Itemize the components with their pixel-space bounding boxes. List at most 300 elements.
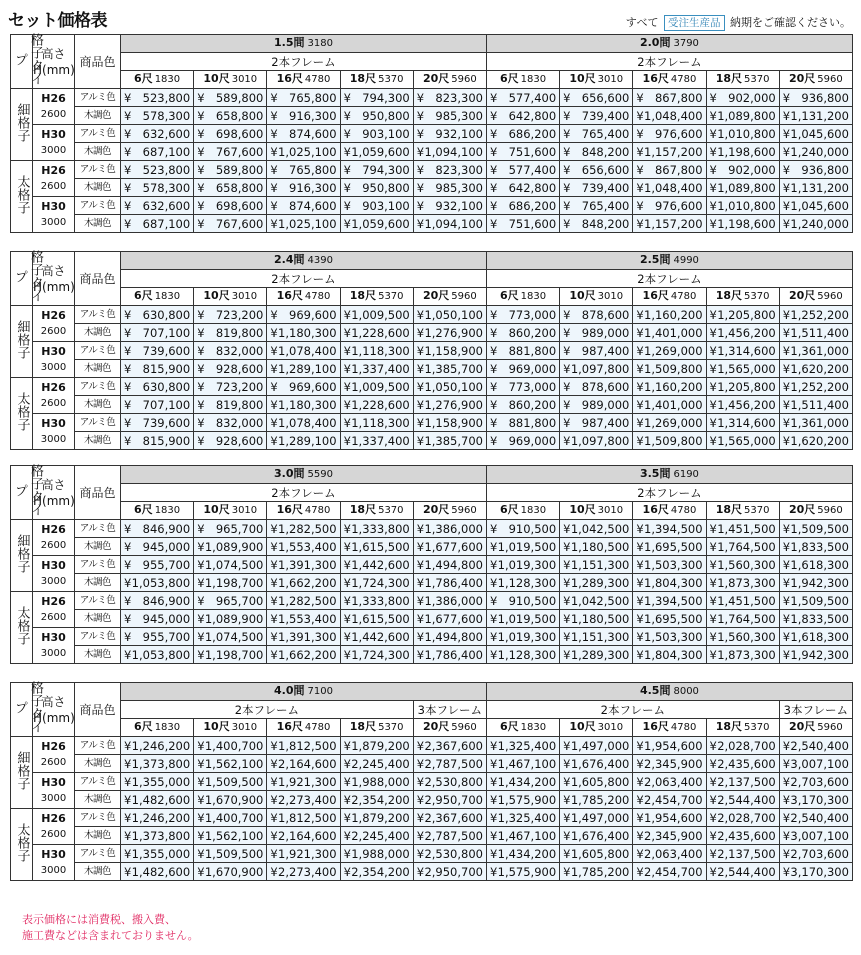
height-label: 高さ xyxy=(41,263,66,278)
table-row xyxy=(11,306,853,324)
table-row xyxy=(11,324,853,342)
yen-sign: ¥ xyxy=(709,557,717,572)
price-cell xyxy=(706,628,779,646)
price-cell xyxy=(486,520,559,538)
price-value: 832,000 xyxy=(215,343,264,358)
price-value: 916,300 xyxy=(289,180,337,195)
yen-sign: ¥ xyxy=(709,611,717,626)
size-mm: 5370 xyxy=(378,291,404,302)
price-value: 1,391,300 xyxy=(278,557,337,572)
price-cell xyxy=(413,161,486,179)
price-value: 874,600 xyxy=(289,198,337,213)
price-value: 1,228,600 xyxy=(351,397,410,412)
price-cell xyxy=(121,306,194,324)
price-value: 1,337,400 xyxy=(351,433,410,448)
price-value: 1,401,000 xyxy=(644,325,703,340)
type-name: 太格子 xyxy=(14,391,30,431)
size-mm: 4780 xyxy=(304,291,331,302)
price-value: 1,252,200 xyxy=(790,307,849,322)
price-cell xyxy=(413,179,486,197)
yen-sign: ¥ xyxy=(343,307,351,322)
yen-sign: ¥ xyxy=(124,397,132,412)
yen-sign: ¥ xyxy=(197,756,205,771)
price-value: 987,400 xyxy=(581,343,630,358)
price-value: 860,200 xyxy=(508,397,557,412)
price-value: 1,804,300 xyxy=(644,575,703,590)
size-mm: 5960 xyxy=(817,722,843,733)
price-cell xyxy=(706,592,779,610)
price-value: 2,435,600 xyxy=(717,756,776,771)
color-cell: アルミ色 xyxy=(75,306,121,324)
price-cell xyxy=(706,574,779,592)
yen-sign: ¥ xyxy=(270,325,278,340)
price-value: 1,180,300 xyxy=(278,397,337,412)
price-value: 989,000 xyxy=(581,397,630,412)
price-value: 577,400 xyxy=(508,90,557,105)
price-value: 1,282,500 xyxy=(278,593,337,608)
ken-header-row xyxy=(11,683,853,701)
price-cell xyxy=(706,342,779,360)
yen-sign: ¥ xyxy=(636,379,644,394)
yen-sign: ¥ xyxy=(270,557,278,572)
price-value: 1,089,800 xyxy=(717,180,776,195)
yen-sign: ¥ xyxy=(270,433,278,448)
price-value: 1,494,800 xyxy=(424,629,483,644)
yen-sign: ¥ xyxy=(343,629,351,644)
yen-sign: ¥ xyxy=(343,810,351,825)
table-row xyxy=(11,791,853,809)
size-header xyxy=(486,71,559,89)
yen-sign: ¥ xyxy=(416,575,425,590)
height-unit-label: H(mm) xyxy=(33,710,75,725)
height-code: H30 xyxy=(41,127,66,141)
price-value: 1,151,300 xyxy=(570,557,630,572)
price-cell xyxy=(706,396,779,414)
yen-sign: ¥ xyxy=(563,162,571,177)
price-cell xyxy=(706,125,779,143)
price-value: 1,289,300 xyxy=(570,647,630,662)
price-value: 2,063,400 xyxy=(644,774,703,789)
yen-sign: ¥ xyxy=(636,647,644,662)
price-cell xyxy=(121,628,194,646)
price-value: 687,100 xyxy=(142,216,191,231)
yen-sign: ¥ xyxy=(343,361,351,376)
yen-sign: ¥ xyxy=(416,629,425,644)
yen-sign: ¥ xyxy=(782,379,791,394)
price-value: 819,800 xyxy=(215,397,264,412)
price-value: 2,703,600 xyxy=(790,846,849,861)
price-value: 1,620,200 xyxy=(790,361,849,376)
yen-sign: ¥ xyxy=(343,325,351,340)
yen-sign: ¥ xyxy=(197,774,205,789)
price-value: 1,386,000 xyxy=(424,521,483,536)
price-value: 1,618,300 xyxy=(790,629,849,644)
price-cell xyxy=(779,360,852,378)
table-row xyxy=(11,161,853,179)
height-cell xyxy=(33,197,75,233)
price-cell xyxy=(267,324,340,342)
yen-sign: ¥ xyxy=(416,611,425,626)
yen-sign: ¥ xyxy=(124,539,132,554)
yen-sign: ¥ xyxy=(489,216,498,231)
price-cell xyxy=(633,161,706,179)
height-mm: 2600 xyxy=(40,828,67,840)
price-cell xyxy=(413,342,486,360)
price-value: 928,600 xyxy=(215,433,264,448)
table-row xyxy=(11,574,853,592)
price-cell xyxy=(121,161,194,179)
ken-width: 3180 xyxy=(307,38,333,49)
price-value: 1,451,500 xyxy=(717,593,776,608)
price-cell xyxy=(633,396,706,414)
price-value: 1,160,200 xyxy=(644,307,703,322)
price-value: 910,500 xyxy=(508,593,557,608)
price-value: 723,200 xyxy=(215,307,264,322)
price-cell xyxy=(706,143,779,161)
price-cell xyxy=(486,432,559,450)
frame-label: 2本フレーム xyxy=(121,53,487,71)
price-cell xyxy=(194,432,267,450)
yen-sign: ¥ xyxy=(343,575,351,590)
size-header xyxy=(633,502,706,520)
yen-sign: ¥ xyxy=(124,756,132,771)
size-header xyxy=(706,288,779,306)
price-value: 1,048,400 xyxy=(644,108,703,123)
yen-sign: ¥ xyxy=(636,144,644,159)
yen-sign: ¥ xyxy=(636,126,644,141)
size-header xyxy=(267,288,340,306)
price-cell xyxy=(121,773,194,791)
price-value: 1,180,500 xyxy=(570,539,630,554)
price-value: 819,800 xyxy=(215,325,264,340)
price-cell xyxy=(340,556,413,574)
price-value: 3,170,300 xyxy=(790,792,849,807)
price-cell xyxy=(486,125,559,143)
price-cell xyxy=(560,538,633,556)
color-header: 商品色 xyxy=(75,35,121,89)
size-shaku: 20尺 xyxy=(788,72,816,85)
yen-sign: ¥ xyxy=(489,415,498,430)
price-cell xyxy=(560,737,633,755)
price-value: 1,252,200 xyxy=(790,379,849,394)
yen-sign: ¥ xyxy=(709,629,717,644)
size-shaku: 18尺 xyxy=(715,289,743,302)
table-row xyxy=(11,610,853,628)
size-header xyxy=(560,71,633,89)
size-shaku: 18尺 xyxy=(715,72,743,85)
height-mm: 3000 xyxy=(40,433,67,445)
yen-sign: ¥ xyxy=(563,415,571,430)
yen-sign: ¥ xyxy=(416,864,425,879)
price-cell xyxy=(560,592,633,610)
yen-sign: ¥ xyxy=(782,611,791,626)
size-shaku: 20尺 xyxy=(788,289,816,302)
yen-sign: ¥ xyxy=(782,307,791,322)
table-row xyxy=(11,809,853,827)
price-value: 1,010,800 xyxy=(717,126,776,141)
yen-sign: ¥ xyxy=(416,774,425,789)
table-row xyxy=(11,863,853,881)
size-shaku: 10尺 xyxy=(203,503,230,516)
price-cell xyxy=(340,179,413,197)
price-cell xyxy=(121,845,194,863)
price-cell xyxy=(194,414,267,432)
price-value: 1,050,100 xyxy=(424,379,483,394)
yen-sign: ¥ xyxy=(124,433,132,448)
color-header: 商品色 xyxy=(75,252,121,306)
size-shaku: 18尺 xyxy=(349,720,377,733)
yen-sign: ¥ xyxy=(636,361,644,376)
yen-sign: ¥ xyxy=(124,379,132,394)
price-value: 1,456,200 xyxy=(717,325,776,340)
size-header xyxy=(560,719,633,737)
price-cell xyxy=(633,107,706,125)
yen-sign: ¥ xyxy=(197,629,205,644)
price-value: 815,900 xyxy=(142,361,191,376)
yen-sign: ¥ xyxy=(709,162,717,177)
price-cell xyxy=(633,791,706,809)
price-cell xyxy=(486,414,559,432)
price-value: 823,300 xyxy=(435,90,483,105)
price-value: 1,785,200 xyxy=(570,864,630,879)
price-cell xyxy=(560,306,633,324)
height-mm: 3000 xyxy=(40,216,67,228)
price-cell xyxy=(194,556,267,574)
price-cell xyxy=(633,125,706,143)
price-value: 1,677,600 xyxy=(424,539,483,554)
price-value: 2,530,800 xyxy=(424,846,483,861)
yen-sign: ¥ xyxy=(197,593,205,608)
yen-sign: ¥ xyxy=(636,846,644,861)
price-cell xyxy=(194,863,267,881)
price-cell xyxy=(486,574,559,592)
table-row xyxy=(11,432,853,450)
size-mm: 4780 xyxy=(670,505,697,516)
yen-sign: ¥ xyxy=(489,539,498,554)
yen-sign: ¥ xyxy=(709,216,717,231)
frame-label: 3本フレーム xyxy=(413,701,486,719)
size-mm: 5370 xyxy=(378,722,404,733)
price-value: 1,158,900 xyxy=(424,415,483,430)
yen-sign: ¥ xyxy=(124,846,132,861)
price-value: 656,600 xyxy=(581,90,630,105)
price-value: 1,921,300 xyxy=(278,774,337,789)
price-cell xyxy=(413,324,486,342)
yen-sign: ¥ xyxy=(782,810,791,825)
price-value: 2,354,200 xyxy=(351,864,410,879)
price-cell xyxy=(560,125,633,143)
size-shaku: 20尺 xyxy=(422,503,450,516)
yen-sign: ¥ xyxy=(782,828,791,843)
price-cell xyxy=(267,107,340,125)
type-cell xyxy=(11,306,33,378)
yen-sign: ¥ xyxy=(197,108,205,123)
price-cell xyxy=(121,360,194,378)
price-cell xyxy=(706,610,779,628)
yen-sign: ¥ xyxy=(416,126,425,141)
price-value: 1,670,900 xyxy=(204,792,264,807)
yen-sign: ¥ xyxy=(636,611,644,626)
yen-sign: ¥ xyxy=(270,216,278,231)
yen-sign: ¥ xyxy=(124,108,132,123)
price-value: 1,019,500 xyxy=(497,539,557,554)
price-cell xyxy=(413,755,486,773)
price-value: 1,509,500 xyxy=(790,593,849,608)
yen-sign: ¥ xyxy=(270,575,278,590)
yen-sign: ¥ xyxy=(489,126,498,141)
price-value: 773,000 xyxy=(508,379,557,394)
height-unit-label: H(mm) xyxy=(33,279,75,294)
size-mm: 4780 xyxy=(304,722,331,733)
yen-sign: ¥ xyxy=(270,108,278,123)
price-value: 1,042,500 xyxy=(570,521,630,536)
price-value: 1,361,000 xyxy=(790,415,849,430)
price-cell xyxy=(121,827,194,845)
price-cell xyxy=(706,538,779,556)
price-value: 950,800 xyxy=(362,108,410,123)
yen-sign: ¥ xyxy=(197,539,205,554)
price-cell xyxy=(706,809,779,827)
price-value: 1,078,400 xyxy=(278,343,337,358)
size-header xyxy=(633,71,706,89)
size-mm: 5960 xyxy=(451,505,477,516)
yen-sign: ¥ xyxy=(343,198,351,213)
price-value: 1,158,900 xyxy=(424,343,483,358)
price-cell xyxy=(121,143,194,161)
price-value: 1,131,200 xyxy=(790,180,849,195)
price-value: 1,010,800 xyxy=(717,198,776,213)
price-value: 1,198,600 xyxy=(717,216,776,231)
yen-sign: ¥ xyxy=(197,379,205,394)
price-cell xyxy=(486,827,559,845)
color-cell: 木調色 xyxy=(75,179,121,197)
price-value: 1,059,600 xyxy=(351,144,410,159)
notice-prefix: すべて xyxy=(625,16,659,29)
price-cell xyxy=(706,737,779,755)
price-value: 1,467,100 xyxy=(497,756,557,771)
price-value: 1,451,500 xyxy=(717,521,776,536)
price-cell xyxy=(340,143,413,161)
yen-sign: ¥ xyxy=(343,593,351,608)
ken-label: 1.5間 xyxy=(274,36,305,49)
price-cell xyxy=(633,827,706,845)
ken-width: 7100 xyxy=(307,686,333,697)
type-header xyxy=(11,250,43,306)
price-cell xyxy=(633,378,706,396)
height-cell xyxy=(33,161,75,197)
price-cell xyxy=(779,324,852,342)
price-value: 1,565,000 xyxy=(717,361,776,376)
price-cell xyxy=(267,845,340,863)
table-row xyxy=(11,342,853,360)
price-cell xyxy=(560,89,633,107)
table-row xyxy=(11,538,853,556)
price-value: 765,400 xyxy=(581,126,630,141)
table-row xyxy=(11,755,853,773)
yen-sign: ¥ xyxy=(124,307,132,322)
price-cell xyxy=(194,306,267,324)
price-cell xyxy=(267,179,340,197)
price-cell xyxy=(633,520,706,538)
yen-sign: ¥ xyxy=(124,738,132,753)
price-cell xyxy=(121,432,194,450)
price-cell xyxy=(267,396,340,414)
yen-sign: ¥ xyxy=(270,144,278,159)
price-cell xyxy=(267,378,340,396)
size-header xyxy=(340,71,413,89)
price-cell xyxy=(486,628,559,646)
price-value: 1,128,300 xyxy=(497,575,557,590)
yen-sign: ¥ xyxy=(782,162,791,177)
yen-sign: ¥ xyxy=(343,126,351,141)
frame-label: 2本フレーム xyxy=(121,484,487,502)
yen-sign: ¥ xyxy=(197,810,205,825)
yen-sign: ¥ xyxy=(343,415,351,430)
price-value: 1,921,300 xyxy=(278,846,337,861)
yen-sign: ¥ xyxy=(416,846,425,861)
frame-row xyxy=(11,270,853,288)
price-value: 1,118,300 xyxy=(351,343,410,358)
price-cell xyxy=(340,737,413,755)
size-shaku: 10尺 xyxy=(569,72,596,85)
price-cell xyxy=(267,414,340,432)
price-value: 2,245,400 xyxy=(351,756,410,771)
table-row xyxy=(11,592,853,610)
height-mm: 2600 xyxy=(40,180,67,192)
price-value: 1,764,500 xyxy=(717,611,776,626)
price-cell xyxy=(413,556,486,574)
yen-sign: ¥ xyxy=(343,557,351,572)
price-cell xyxy=(486,197,559,215)
price-value: 1,942,300 xyxy=(790,647,849,662)
price-cell xyxy=(413,538,486,556)
price-value: 1,276,900 xyxy=(424,397,483,412)
price-value: 1,511,400 xyxy=(790,397,849,412)
price-value: 1,786,400 xyxy=(424,647,483,662)
price-value: 1,097,800 xyxy=(570,361,630,376)
yen-sign: ¥ xyxy=(782,846,791,861)
color-cell: 木調色 xyxy=(75,755,121,773)
price-cell xyxy=(706,378,779,396)
price-value: 1,009,500 xyxy=(351,307,410,322)
yen-sign: ¥ xyxy=(343,379,351,394)
price-cell xyxy=(560,845,633,863)
size-shaku: 10尺 xyxy=(569,720,596,733)
price-value: 1,269,000 xyxy=(644,415,703,430)
price-cell xyxy=(560,610,633,628)
yen-sign: ¥ xyxy=(489,792,498,807)
price-value: 936,800 xyxy=(801,90,849,105)
size-shaku: 18尺 xyxy=(715,720,743,733)
size-row xyxy=(11,502,853,520)
price-value: 1,089,900 xyxy=(204,539,264,554)
price-cell xyxy=(486,179,559,197)
size-header xyxy=(413,71,486,89)
height-label: 高さ xyxy=(41,694,66,709)
yen-sign: ¥ xyxy=(489,828,498,843)
price-cell xyxy=(486,863,559,881)
size-header xyxy=(706,502,779,520)
price-cell xyxy=(633,89,706,107)
ken-header xyxy=(121,35,487,53)
frame-row xyxy=(11,701,853,719)
price-value: 945,000 xyxy=(142,539,191,554)
price-value: 751,600 xyxy=(508,144,557,159)
yen-sign: ¥ xyxy=(124,647,132,662)
size-mm: 3010 xyxy=(231,291,258,302)
size-shaku: 6尺 xyxy=(500,503,519,516)
yen-sign: ¥ xyxy=(709,864,717,879)
